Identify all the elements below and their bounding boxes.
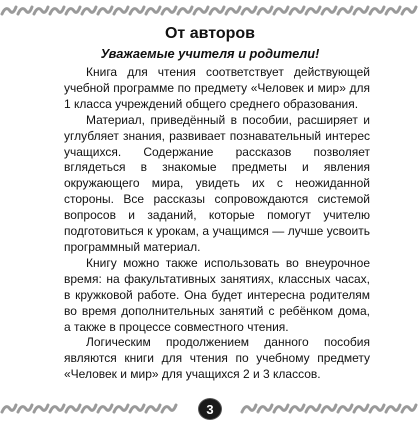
wave-ornament-icon (210, 7, 224, 14)
wave-ornament-icon (402, 7, 416, 14)
wave-ornament-icon (162, 405, 176, 412)
wave-ornament-icon (274, 7, 288, 14)
wave-ornament-icon (146, 7, 160, 14)
wave-ornament-icon (34, 7, 48, 14)
paragraph: Материал, приведённый в пособии, расширяет и углубляет знания, развивает познавательный интерес учащихся. Содержание рассказов позволяет вглядеться в знакомые предметы и явления окружающего мира, увидеть их с неожиданной стороны. Все рассказы сопровождаются системой вопросов и заданий, которые помогут учителю подготовиться к урокам, а учащимся — лучше усвоить программный материал. (64, 112, 370, 254)
wave-ornament-icon (370, 405, 384, 412)
wave-ornament-icon (338, 7, 352, 14)
wave-ornament-icon (114, 405, 128, 412)
wave-ornament-icon (18, 7, 32, 14)
wave-ornament-icon (306, 405, 320, 412)
wave-ornament-icon (322, 7, 336, 14)
wave-ornament-icon (50, 7, 64, 14)
wave-ornament-icon (338, 405, 352, 412)
wave-ornament-icon (82, 405, 96, 412)
wave-ornament-icon (98, 405, 112, 412)
wave-ornament-icon (306, 7, 320, 14)
wave-ornament-icon (354, 7, 368, 14)
paragraph: Логическим продолжением данного пособия являются книги для чтения по учебному предмету «Человек и мир» для учащихся 2 и 3 классов. (64, 335, 370, 382)
wave-ornament-icon (2, 7, 16, 14)
paragraph: Книга для чтения соответствует действующей учебной программе по предмету «Человек и мир» для 1 класса учреждений общего среднего образования. (64, 65, 370, 111)
page-number: 3 (198, 398, 222, 420)
wave-ornament-icon (242, 7, 256, 14)
wave-ornament-icon (226, 7, 240, 14)
wave-ornament-icon (322, 405, 336, 412)
page-title: От авторов (164, 25, 256, 42)
wave-ornament-icon (290, 405, 304, 412)
body-text (64, 65, 370, 383)
wave-ornament-icon (274, 405, 288, 412)
wave-ornament-icon (114, 7, 128, 14)
wave-ornament-icon (66, 7, 80, 14)
wave-ornament-icon (386, 405, 400, 412)
wave-ornament-icon (2, 405, 16, 412)
paragraph: Книгу можно также использовать во внеурочное время: на факультативных занятиях, классных часах, в кружковой работе. Она будет интересна родителям во время дополнительных занятий с ребёнком дома, а также в процессе совместного чтения. (64, 255, 370, 334)
wave-ornament-icon (386, 7, 400, 14)
wave-ornament-icon (242, 405, 256, 412)
wave-ornament-icon (162, 7, 176, 14)
wave-ornament-icon (290, 7, 304, 14)
wave-ornament-icon (402, 405, 416, 412)
wave-ornament-icon (146, 405, 160, 412)
wave-ornament-icon (130, 7, 144, 14)
wave-ornament-icon (18, 405, 32, 412)
wave-ornament-icon (178, 7, 192, 14)
wave-ornament-icon (0, 0, 420, 22)
wave-ornament-icon (98, 7, 112, 14)
wave-ornament-icon (82, 7, 96, 14)
wave-ornament-icon (50, 405, 64, 412)
wave-ornament-icon (66, 405, 80, 412)
wave-ornament-icon (34, 405, 48, 412)
top-ornament-border (0, 0, 420, 22)
wave-ornament-icon (258, 7, 272, 14)
wave-ornament-icon (130, 405, 144, 412)
wave-ornament-icon (194, 7, 208, 14)
wave-ornament-icon (370, 7, 384, 14)
greeting-subtitle: Уважаемые учителя и родители! (100, 46, 320, 61)
wave-ornament-icon (258, 405, 272, 412)
wave-ornament-icon (354, 405, 368, 412)
